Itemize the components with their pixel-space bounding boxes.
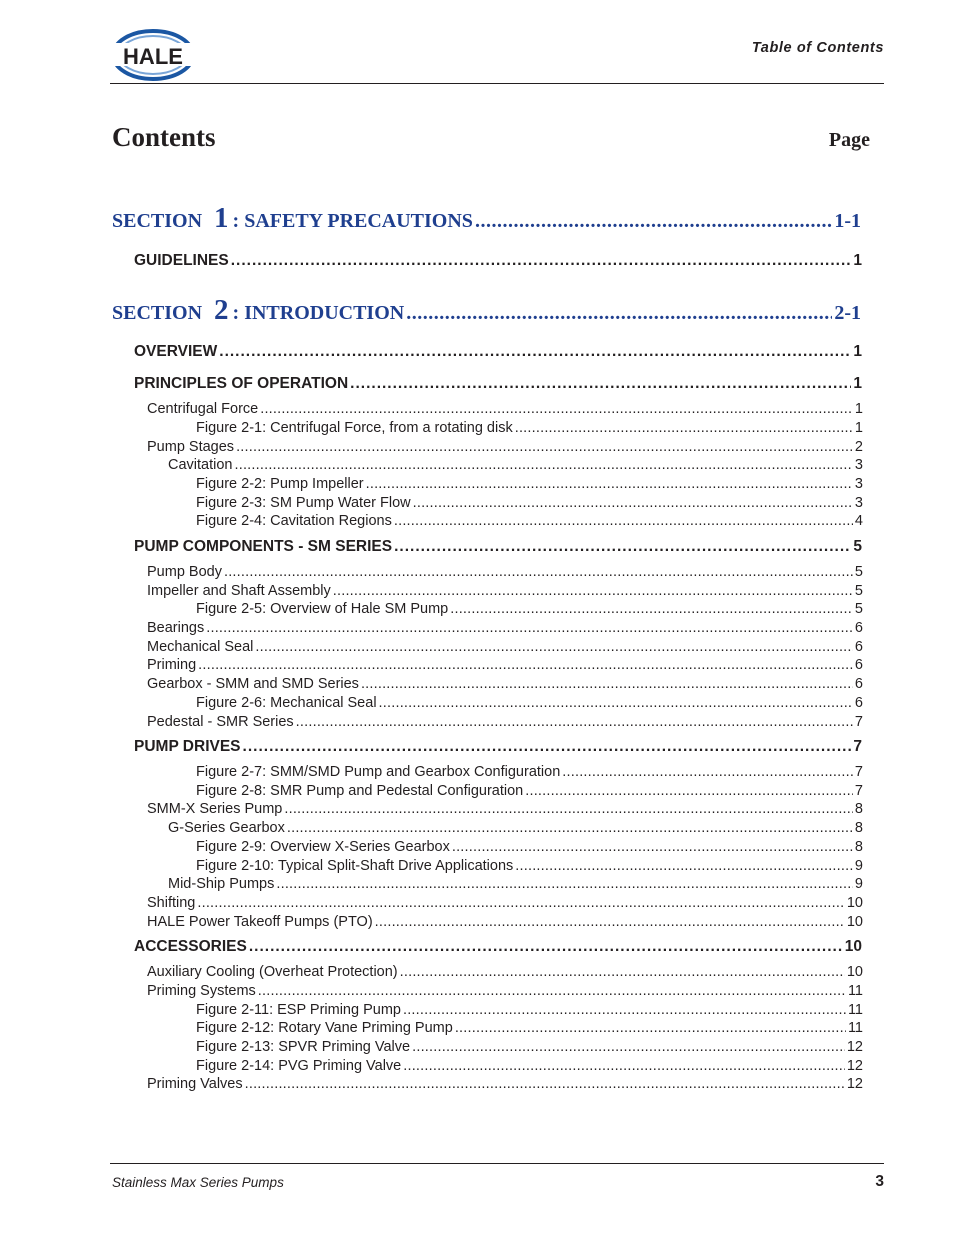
toc-entry[interactable]: Shifting ..... 10 [147, 895, 863, 911]
toc-entry[interactable]: Figure 2-2: Pump Impeller ..... 3 [196, 476, 863, 492]
toc-entry[interactable]: Priming Systems ..... 11 [147, 983, 863, 999]
toc-entry[interactable]: Figure 2-6: Mechanical Seal ..... 6 [196, 695, 863, 711]
toc-entry[interactable]: Figure 2-8: SMR Pump and Pedestal Configuration ..... 7 [196, 783, 863, 799]
toc-entry[interactable]: Mechanical Seal ..... 6 [147, 639, 863, 655]
hale-logo [110, 26, 196, 84]
toc-entry[interactable]: Cavitation ..... 3 [168, 457, 863, 473]
toc-entry[interactable]: Figure 2-4: Cavitation Regions ..... 4 [196, 513, 863, 529]
toc-entry[interactable]: Pump Body ..... 5 [147, 564, 863, 580]
toc-section-1[interactable]: SECTION 1 : SAFETY PRECAUTIONS ..... 1-1 [112, 202, 861, 235]
toc-section-2[interactable]: SECTION 2 : INTRODUCTION ..... 2-1 [112, 294, 861, 327]
toc-entry[interactable]: Pedestal - SMR Series ..... 7 [147, 714, 863, 730]
footer-document-title: Stainless Max Series Pumps [112, 1175, 284, 1190]
header-rule [110, 83, 884, 84]
page-column-label: Page [828, 129, 870, 151]
contents-heading: Contents [112, 122, 216, 152]
toc-entry[interactable]: PRINCIPLES OF OPERATION ..... 1 [134, 375, 862, 393]
toc-entry[interactable]: Figure 2-9: Overview X-Series Gearbox ..... 8 [196, 839, 863, 855]
toc-entry[interactable]: Figure 2-5: Overview of Hale SM Pump ..... 5 [196, 601, 863, 617]
toc-entry[interactable]: Bearings ..... 6 [147, 620, 863, 636]
toc-entry[interactable]: Figure 2-7: SMM/SMD Pump and Gearbox Configuration ..... 7 [196, 764, 863, 780]
toc-entry[interactable]: PUMP COMPONENTS - SM SERIES ..... 5 [134, 538, 862, 556]
logo-text: HALE [123, 44, 183, 69]
toc-entry[interactable]: Figure 2-13: SPVR Priming Valve ..... 12 [196, 1039, 863, 1055]
toc-entry[interactable]: ACCESSORIES ..... 10 [134, 938, 862, 956]
toc-entry[interactable]: Figure 2-3: SM Pump Water Flow ..... 3 [196, 495, 863, 511]
toc-entry[interactable]: PUMP DRIVES ..... 7 [134, 738, 862, 756]
toc-entry[interactable]: GUIDELINES ..... 1 [134, 252, 862, 270]
toc-entry[interactable]: Figure 2-1: Centrifugal Force, from a rotating disk ..... 1 [196, 420, 863, 436]
toc-entry[interactable]: Figure 2-11: ESP Priming Pump ..... 11 [196, 1002, 863, 1018]
toc-entry[interactable]: Priming Valves ..... 12 [147, 1076, 863, 1092]
toc-entry[interactable]: Figure 2-10: Typical Split-Shaft Drive Applications ..... 9 [196, 858, 863, 874]
toc-entry[interactable]: Figure 2-14: PVG Priming Valve ..... 12 [196, 1058, 863, 1074]
footer-rule [110, 1163, 884, 1164]
toc-entry[interactable]: HALE Power Takeoff Pumps (PTO) ..... 10 [147, 914, 863, 930]
toc-entry[interactable]: Pump Stages ..... 2 [147, 439, 863, 455]
footer-page-number: 3 [875, 1173, 884, 1190]
toc-entry[interactable]: OVERVIEW ..... 1 [134, 343, 862, 361]
toc-entry[interactable]: Mid-Ship Pumps ..... 9 [168, 876, 863, 892]
toc-entry[interactable]: G-Series Gearbox ..... 8 [168, 820, 863, 836]
toc-entry[interactable]: Figure 2-12: Rotary Vane Priming Pump ..... 11 [196, 1020, 863, 1036]
running-header-title: Table of Contents [751, 40, 884, 56]
toc-entry[interactable]: Auxiliary Cooling (Overheat Protection) ..... 10 [147, 964, 863, 980]
toc-entry[interactable]: Centrifugal Force ..... 1 [147, 401, 863, 417]
toc-entry[interactable]: SMM-X Series Pump ..... 8 [147, 801, 863, 817]
toc-entry[interactable]: Priming ..... 6 [147, 657, 863, 673]
toc-entry[interactable]: Gearbox - SMM and SMD Series ..... 6 [147, 676, 863, 692]
toc-entry[interactable]: Impeller and Shaft Assembly ..... 5 [147, 583, 863, 599]
